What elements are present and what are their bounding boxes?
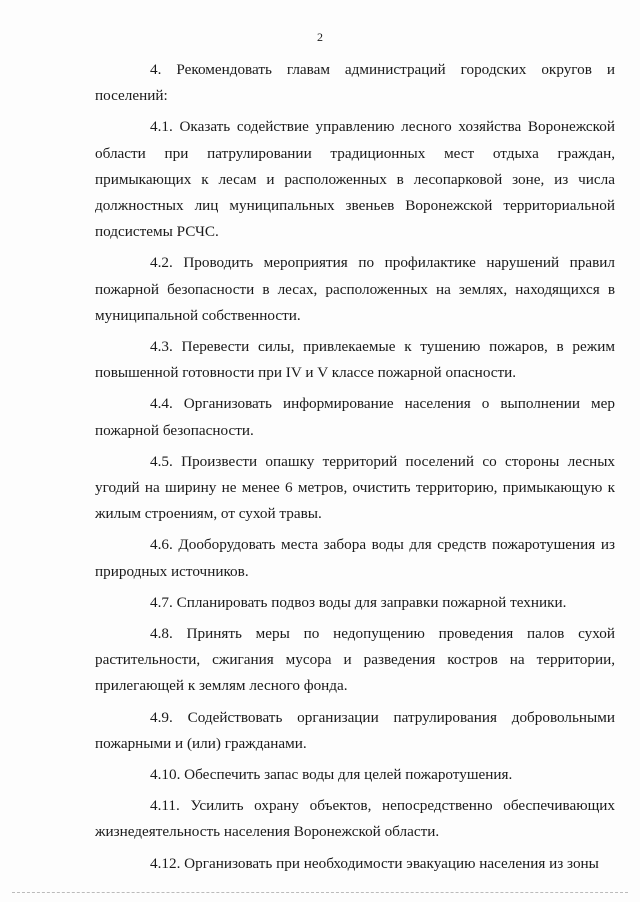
paragraph-4-7: 4.7. Спланировать подвоз воды для заправки пожарной техники. (150, 593, 567, 611)
paragraph-4-8: 4.8. Принять меры по недопущению проведения палов сухой растительности, сжигания мусора и разведения костров на территории, прилегающей к землям лесного фонда. (95, 625, 615, 695)
paragraph-4-2: 4.2. Проводить мероприятия по профилактике нарушений правил пожарной безопасности в лесах, расположенных на землях, находящихся в муниципальной собственности. (95, 254, 615, 324)
scan-edge-divider (12, 892, 628, 893)
paragraph-4-4: 4.4. Организовать информирование населения о выполнении мер пожарной безопасности. (95, 395, 615, 439)
paragraph-4-12: 4.12. Организовать при необходимости эвакуацию населения из зоны (150, 854, 599, 872)
paragraph-4-1: 4.1. Оказать содействие управлению лесного хозяйства Воронежской области при патрулировании традиционных мест отдыха граждан, примыкающих к лесам и расположенных в лесопарковой зоне, из числа должностных лиц муниципальных звеньев Воронежской территориальной подсистемы РСЧС. (95, 118, 615, 241)
paragraph-4-11: 4.11. Усилить охрану объектов, непосредственно обеспечивающих жизнедеятельность населения Воронежской области. (95, 797, 615, 841)
paragraph-4-3: 4.3. Перевести силы, привлекаемые к тушению пожаров, в режим повышенной готовности при IV и V классе пожарной опасности. (95, 338, 615, 382)
paragraph-4: 4. Рекомендовать главам администраций городских округов и поселений: (95, 61, 615, 105)
paragraph-4-5: 4.5. Произвести опашку территорий поселений со стороны лесных угодий на ширину не менее 6 метров, очистить территорию, примыкающую к жилым строениям, от сухой травы. (95, 452, 615, 523)
paragraph-4-6: 4.6. Дооборудовать места забора воды для средств пожаротушения из природных источников. (95, 536, 615, 580)
paragraph-4-10: 4.10. Обеспечить запас воды для целей пожаротушения. (150, 766, 513, 784)
paragraph-4-9: 4.9. Содействовать организации патрулирования добровольными пожарными и (или) гражданами. (95, 708, 615, 752)
document-body (95, 57, 615, 882)
page-number: 2 (317, 30, 323, 44)
